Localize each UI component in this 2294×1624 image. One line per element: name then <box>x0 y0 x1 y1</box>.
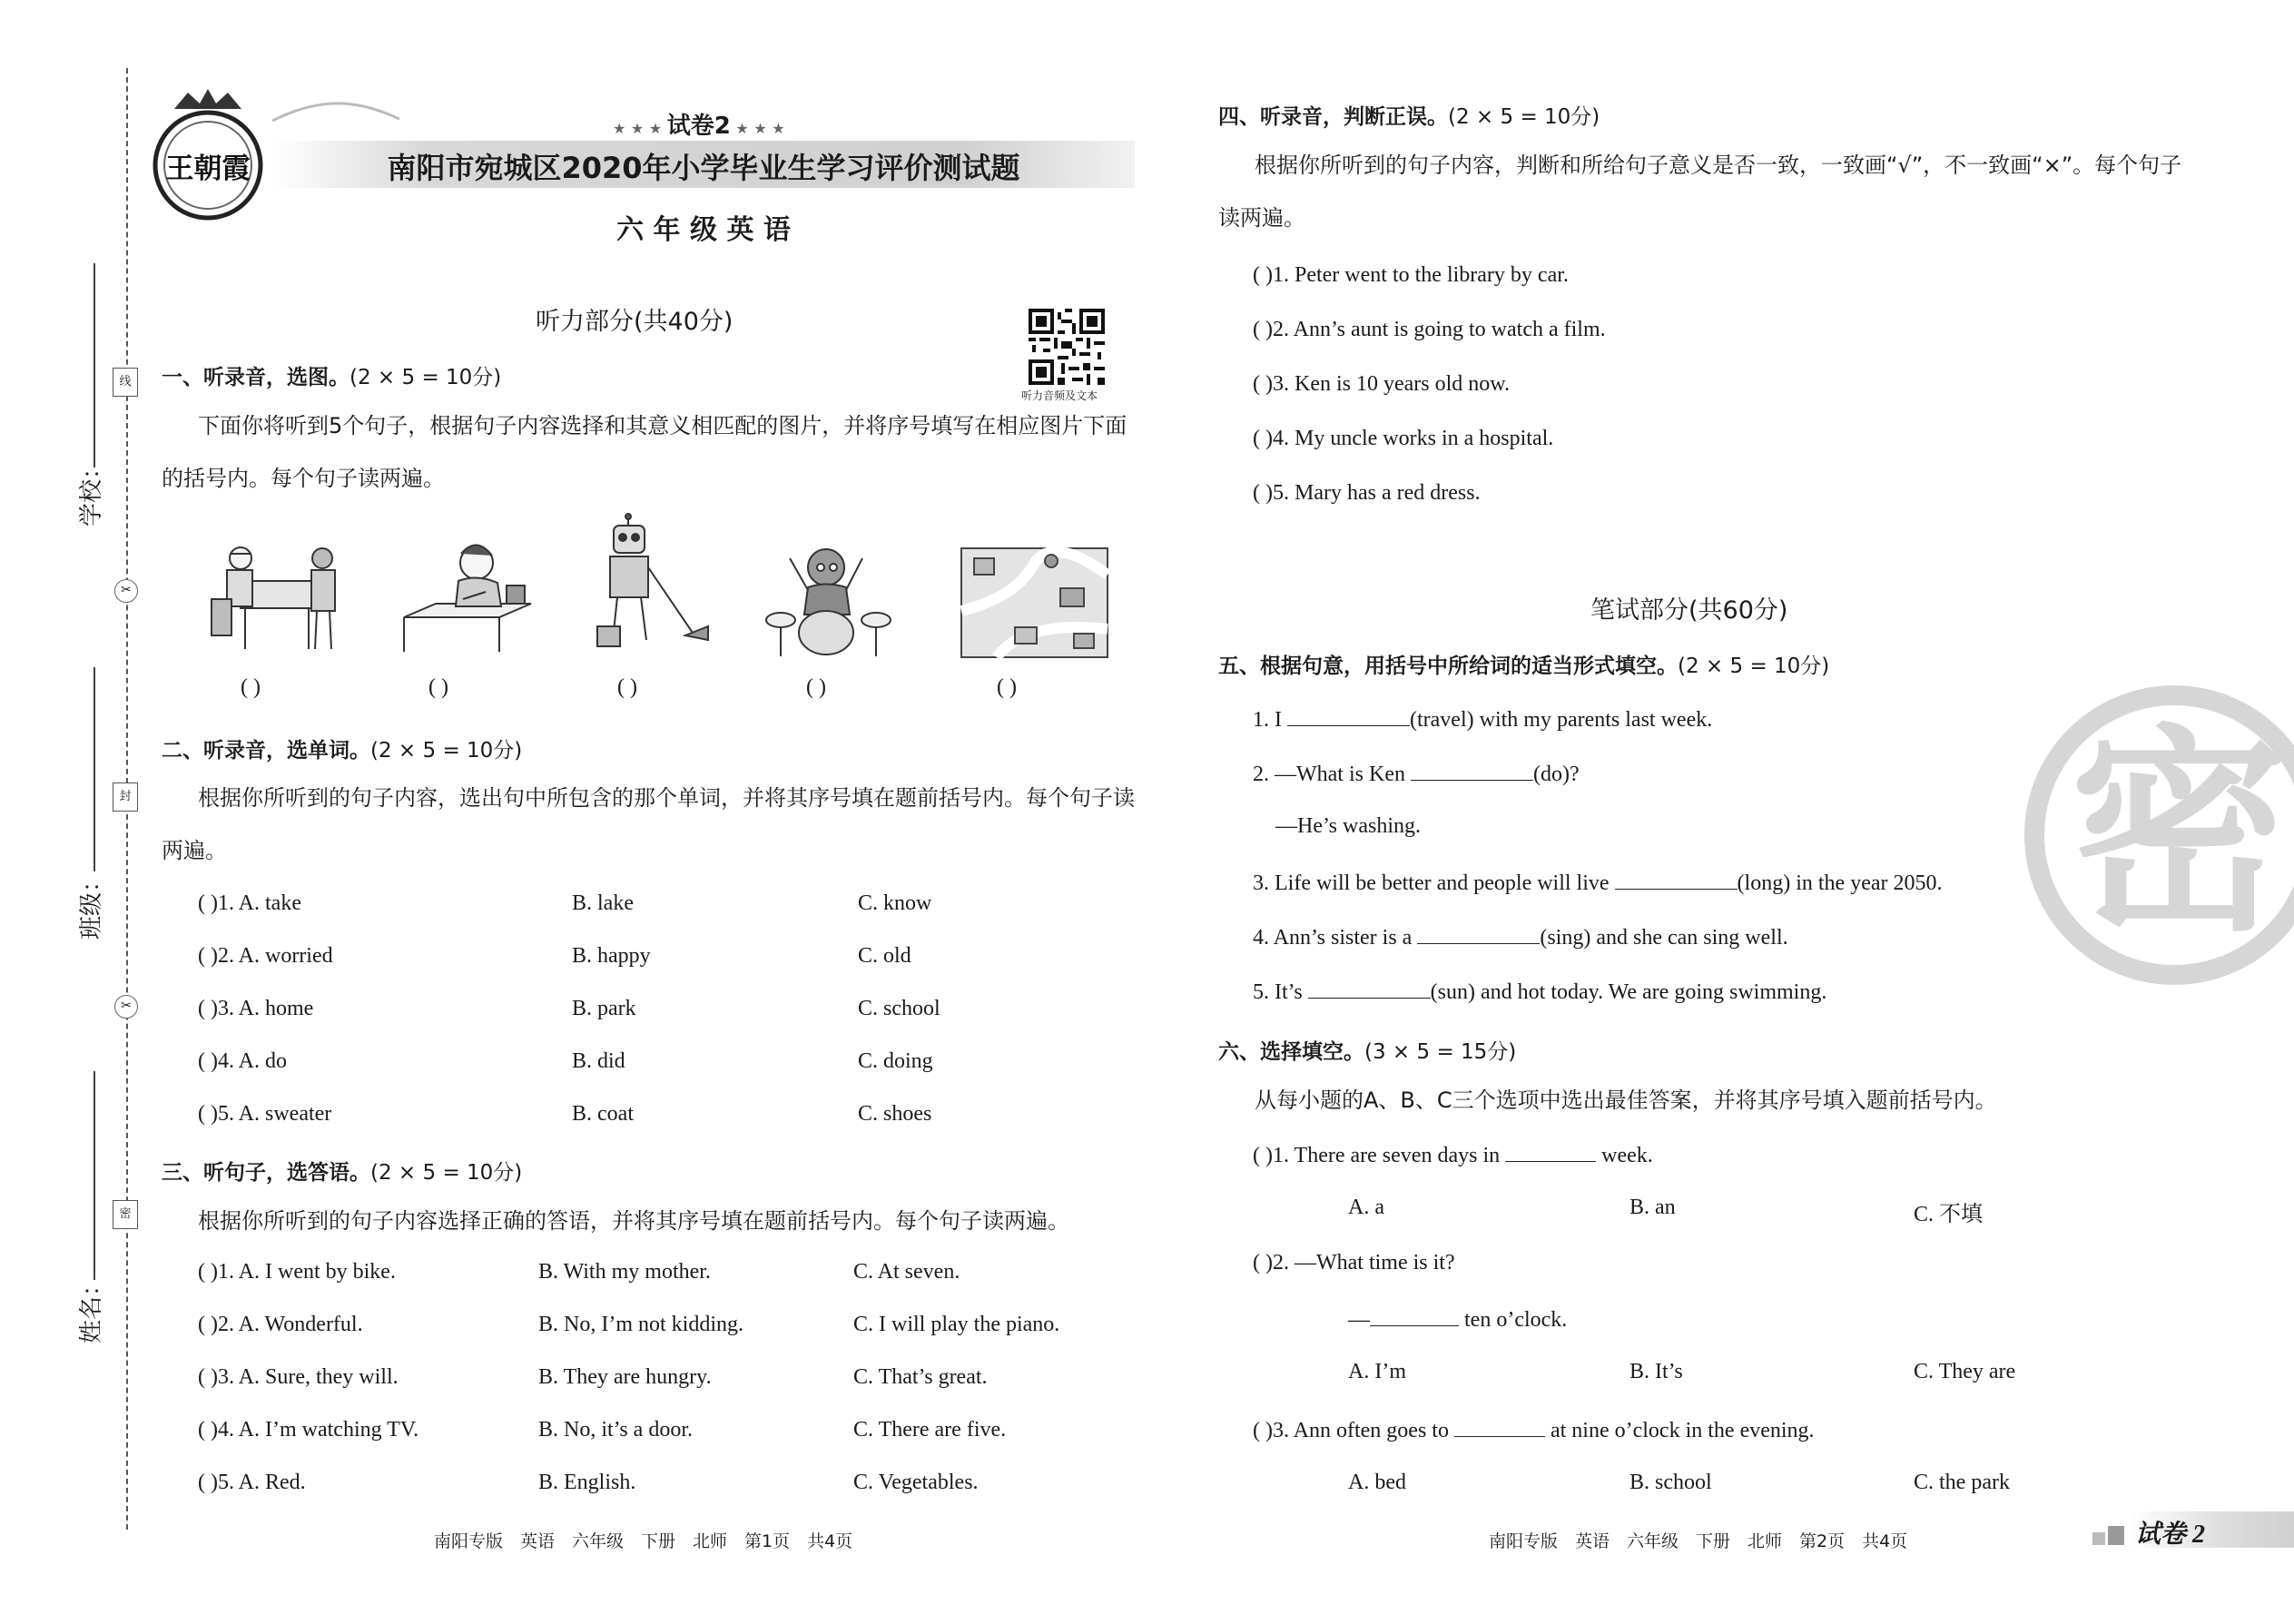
q3-2-a[interactable]: ( )2. A. Wonderful. <box>198 1313 363 1336</box>
q3-5-a[interactable]: ( )5. A. Red. <box>198 1471 306 1494</box>
section-1-instruction: 下面你将听到5个句子，根据句子内容选择和其意义相匹配的图片，并将序号填写在相应图片下面的括号内。每个句子读两遍。 <box>162 413 1127 491</box>
watermark-seal: 密 <box>2024 685 2294 994</box>
q2-1-c: C. know <box>858 891 932 915</box>
picture-3 <box>590 513 713 658</box>
section-6-heading: 六、选择填空。(3 × 5 = 15分) <box>1218 1040 1517 1064</box>
q5-2[interactable]: 2. —What is Ken (do)? <box>1253 760 1580 787</box>
q6-2-a: A. I’m <box>1348 1360 1406 1383</box>
q3-1-b: B. With my mother. <box>538 1260 711 1284</box>
q6-1-c: C. 不填 <box>1914 1203 1984 1226</box>
q3-3-c: C. That’s great. <box>853 1365 988 1389</box>
q2-1-a[interactable]: ( )1. A. take <box>198 891 301 915</box>
q3-4-c: C. There are five. <box>853 1418 1007 1442</box>
q2-4-b: B. did <box>572 1049 625 1073</box>
q6-2-line: — ten o’clock. <box>1348 1305 1567 1333</box>
brand-logo <box>147 84 270 229</box>
qr-caption: 听力音频及文本 <box>1021 389 1098 402</box>
q6-3-b: B. school <box>1629 1471 1712 1494</box>
answer-paren[interactable]: ( ) <box>428 675 448 699</box>
q4-2[interactable]: ( )2. Ann’s aunt is going to watch a film. <box>1253 318 1606 341</box>
q6-1[interactable]: ( )1. There are seven days in week. <box>1253 1141 1653 1168</box>
q5-2-answer: —He’s washing. <box>1275 814 1421 838</box>
q6-2[interactable]: ( )2. —What time is it? <box>1253 1251 1455 1275</box>
q4-4[interactable]: ( )4. My uncle works in a hospital. <box>1253 427 1554 450</box>
q3-4-b: B. No, it’s a door. <box>538 1418 694 1442</box>
q3-1-c: C. At seven. <box>853 1260 960 1284</box>
q3-2-c: C. I will play the piano. <box>853 1313 1060 1336</box>
q6-1-a: A. a <box>1348 1196 1384 1219</box>
section-5-heading: 五、根据句意，用括号中所给词的适当形式填空。(2 × 5 = 10分) <box>1218 655 1830 678</box>
q3-1-a[interactable]: ( )1. A. I went by bike. <box>198 1260 396 1284</box>
q2-2-c: C. old <box>858 944 911 968</box>
q3-5-b: B. English. <box>538 1471 636 1494</box>
q6-1-b: B. an <box>1629 1196 1676 1219</box>
school-label: 学校： <box>78 455 105 527</box>
q3-3-a[interactable]: ( )3. A. Sure, they will. <box>198 1365 399 1389</box>
class-label: 班级： <box>78 868 105 940</box>
scissor-icon: ✂ <box>114 995 138 1019</box>
q2-3-a[interactable]: ( )3. A. home <box>198 997 314 1020</box>
q2-2-a[interactable]: ( )2. A. worried <box>198 944 333 968</box>
footer-right: 南阳专版 英语 六年级 下册 北师 第2页 共4页 <box>1489 1531 1908 1551</box>
seal-mark-xian: 线 <box>113 368 138 397</box>
q3-5-c: C. Vegetables. <box>853 1471 979 1494</box>
section-3-instruction: 根据你所听到的句子内容选择正确的答语，并将其序号填在题前括号内。每个句子读两遍。 <box>198 1208 1069 1234</box>
listening-title: 听力部分(共40分) <box>536 308 733 336</box>
q2-4-a[interactable]: ( )4. A. do <box>198 1049 287 1073</box>
section-4-heading: 四、听录音，判断正误。(2 × 5 = 10分) <box>1218 105 1600 129</box>
section-2-instruction: 根据你所听到的句子内容，选出句中所包含的那个单词，并将其序号填在题前括号内。每个句子读两遍。 <box>162 785 1135 863</box>
section-3-heading: 三、听句子，选答语。(2 × 5 = 10分) <box>162 1161 523 1185</box>
picture-5 <box>960 547 1108 658</box>
q2-3-b: B. park <box>572 997 636 1020</box>
q5-3[interactable]: 3. Life will be better and people will live (long) in the year 2050. <box>1253 869 1942 896</box>
q3-2-b: B. No, I’m not kidding. <box>538 1313 743 1336</box>
section-2-heading: 二、听录音，选单词。(2 × 5 = 10分) <box>162 739 523 763</box>
writing-title: 笔试部分(共60分) <box>1590 596 1788 625</box>
section-4-instruction: 根据你所听到的句子内容，判断和所给句子意义是否一致，一致画“√”，不一致画“×”。每个句子读两遍。 <box>1218 153 2182 231</box>
q5-5[interactable]: 5. It’s (sun) and hot today. We are going swimming. <box>1253 978 1826 1005</box>
q2-2-b: B. happy <box>572 944 651 968</box>
section-6-instruction: 从每小题的A、B、C三个选项中选出最佳答案，并将其序号填入题前括号内。 <box>1255 1088 1997 1113</box>
footer-left: 南阳专版 英语 六年级 下册 北师 第1页 共4页 <box>434 1531 853 1551</box>
picture-2 <box>399 536 536 654</box>
class-underline <box>94 667 95 871</box>
q4-3[interactable]: ( )3. Ken is 10 years old now. <box>1253 372 1511 396</box>
q6-3-a: A. bed <box>1348 1471 1406 1494</box>
corner-deco <box>2108 1526 2124 1545</box>
q3-4-a[interactable]: ( )4. A. I’m watching TV. <box>198 1418 419 1442</box>
seal-mark-feng: 封 <box>113 782 138 812</box>
q6-3[interactable]: ( )3. Ann often goes to at nine o’clock in the evening. <box>1253 1416 1815 1443</box>
school-underline <box>94 263 95 468</box>
answer-paren[interactable]: ( ) <box>997 675 1017 699</box>
q4-1[interactable]: ( )1. Peter went to the library by car. <box>1253 263 1569 287</box>
q2-4-c: C. doing <box>858 1049 933 1073</box>
q3-3-b: B. They are hungry. <box>538 1365 712 1389</box>
q6-2-b: B. It’s <box>1629 1360 1683 1383</box>
scissor-icon: ✂ <box>114 579 138 603</box>
paper-badge: ★ ★ ★ 试卷2 ★ ★ ★ <box>613 113 785 140</box>
q5-4[interactable]: 4. Ann’s sister is a (sing) and she can sing well. <box>1253 923 1788 950</box>
q5-1[interactable]: 1. I (travel) with my parents last week. <box>1253 705 1712 733</box>
q6-2-c: C. They are <box>1914 1360 2016 1383</box>
svg-text:王朝霞: 王朝霞 <box>165 153 251 185</box>
picture-4 <box>763 540 899 658</box>
corner-badge: 试卷 2 <box>2135 1521 2206 1549</box>
q2-1-b: B. lake <box>572 891 634 915</box>
q2-5-b: B. coat <box>572 1102 634 1126</box>
answer-paren[interactable]: ( ) <box>806 675 826 699</box>
qr-code[interactable] <box>1029 309 1105 385</box>
exam-subtitle: 六 年 级 英 语 <box>616 214 791 246</box>
answer-paren[interactable]: ( ) <box>241 675 261 699</box>
q2-3-c: C. school <box>858 997 940 1020</box>
q4-5[interactable]: ( )5. Mary has a red dress. <box>1253 481 1481 505</box>
name-label: 姓名： <box>78 1272 105 1343</box>
answer-paren[interactable]: ( ) <box>617 675 637 699</box>
picture-1 <box>204 536 350 654</box>
corner-deco <box>2092 1532 2105 1545</box>
exam-title: 南阳市宛城区2020年小学毕业生学习评价测试题 <box>387 151 1020 185</box>
seal-mark-mi: 密 <box>113 1200 138 1229</box>
name-underline <box>94 1071 95 1280</box>
q2-5-c: C. shoes <box>858 1102 932 1126</box>
q6-3-c: C. the park <box>1914 1471 2010 1494</box>
q2-5-a[interactable]: ( )5. A. sweater <box>198 1102 332 1126</box>
section-1-heading: 一、听录音，选图。(2 × 5 = 10分) <box>162 366 502 389</box>
